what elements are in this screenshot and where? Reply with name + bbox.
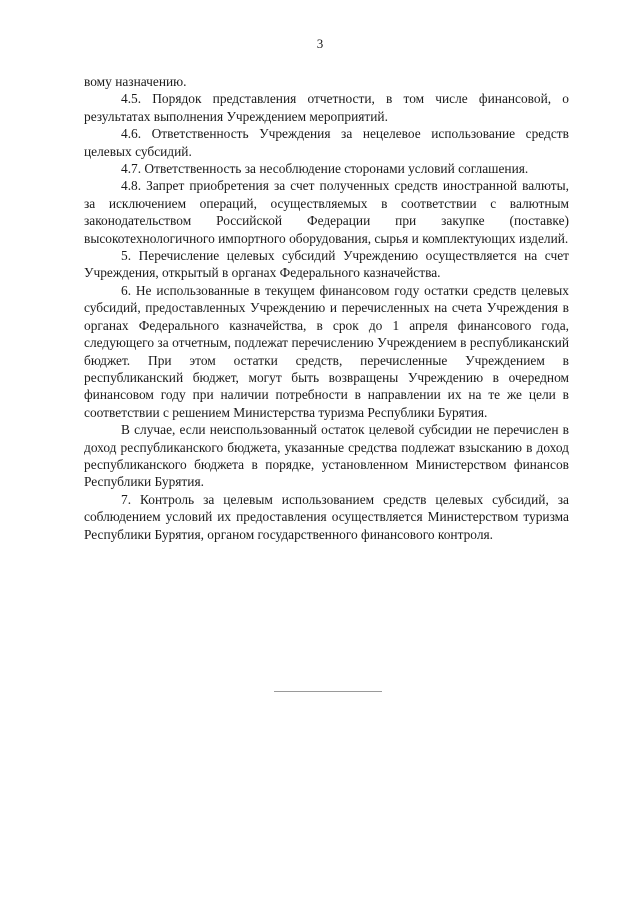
paragraph-4-8: 4.8. Запрет приобретения за счет полученных средств иностранной валюты, за исключением операций, осуществляемых в соответствии с валютным законодательством Российской Федерации при закупке (поставке) высокотехнологичного импортного оборудования, сырья и комплектующих изделий. [84,178,569,246]
page-number: 3 [316,36,324,51]
paragraph-continuation: вому назначению. [84,74,187,89]
document-body [84,73,569,543]
paragraph-6-note: В случае, если неиспользованный остаток целевой субсидии не перечислен в доход республиканского бюджета, указанные средства подлежат взысканию в доход республиканского бюджета в порядке, установленном Министерством финансов Республики Бурятия. [84,422,569,490]
paragraph-4-7: 4.7. Ответственность за несоблюдение сторонами условий соглашения. [121,161,529,177]
paragraph-6: 6. Не использованные в текущем финансовом году остатки средств целевых субсидий, предоставленных Учреждению и перечисленных на счета Учреждения в органах Федерального казначейства, в срок до 1 апреля финансового года, следующего за отчетным, подлежат перечислению Учреждением в республиканский бюджет. При этом остатки средств, перечисленные Учреждением в республиканский бюджет, могут быть возвращены Учреждению в очередном финансовом году при наличии потребности в направлении их на те же цели в соответствии с решением Министерства туризма Республики Бурятия. [84,282,569,420]
paragraph-5: 5. Перечисление целевых субсидий Учреждению осуществляется на счет Учреждения, открытый в органах Федерального казначейства. [84,248,569,281]
paragraph-4-5: 4.5. Порядок представления отчетности, в том числе финансовой, о результатах выполнения Учреждением мероприятий. [84,91,569,124]
paragraph-4-6: 4.6. Ответственность Учреждения за нецелевое использование средств целевых субсидий. [84,126,569,159]
paragraph-7: 7. Контроль за целевым использованием средств целевых субсидий, за соблюдением условий их предоставления осуществляется Министерством туризма Республики Бурятия, органом государственного финансового контроля. [84,491,569,542]
end-divider [274,691,382,692]
